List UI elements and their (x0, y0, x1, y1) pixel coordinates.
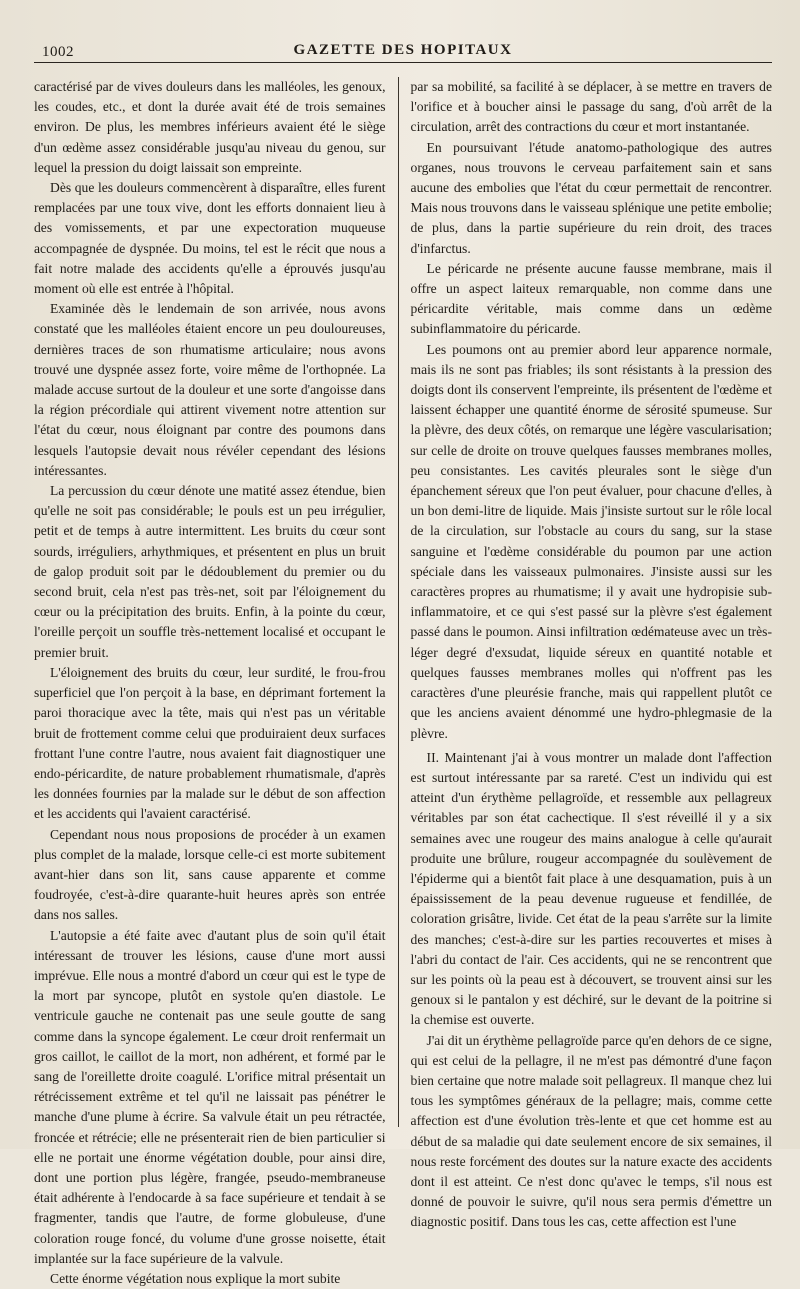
paragraph: Cette énorme végétation nous explique la mort subite (50, 1270, 341, 1286)
left-column (34, 77, 396, 1286)
paragraph: par sa mobilité, sa facilité à se déplacer, à se mettre en travers de l'orifice et à boucher ainsi le passage du sang, d'où arrêt de la circulation, arrêt des contractions du cœur et mort instantanée. (410, 79, 772, 135)
paragraph: L'éloignement des bruits du cœur, leur surdité, le frou-frou superficiel que l'on perçoit à la base, en déprimant fortement la paroi thoracique avec la tête, mais qui n'est pas un véritable bruit de frottement comme celui que produiraient deux surfaces frottant l'une contre l'autre, nous avaient fait diagnostiquer une endo-péricardite, de nature probablement rhumatismale, d'après les données fournies par la malade sur le début de son affection et les accidents qui l'avaient caractérisé. (34, 664, 386, 822)
paragraph: Examinée dès le lendemain de son arrivée, nous avons constaté que les malléoles étaient encore un peu douloureuses, dernières traces de son rhumatisme articulaire; nous avons trouvé une dyspnée assez forte, voire même de l'orthopnée. La malade accuse surtout de la douleur et une sorte d'angoisse dans la région précordiale qui attirent vivement notre attention sur l'état du cœur, nous éloignant par contre des poumons dans lesquels l'autopsie devait nous révéler cependant des lésions intéressantes. (34, 301, 386, 478)
paragraph: Les poumons ont au premier abord leur apparence normale, mais ils ne sont pas friables; ils sont résistants à la pression des doigts dont ils conservent l'empreinte, ils présentent de l'œdème et laissent échapper une quantité énorme de sérosité spumeuse. Sur la plèvre, des deux côtés, on remarque une légère vascularisation; sur celle de droite on trouve quelques fausses membranes molles, peu consistantes. Les cavités pleurales sont le siège d'un épanchement séreux que l'on peut évaluer, pour chacune d'elles, à un bon demi-litre de liquide. Mais j'insiste surtout sur le rôle local de la circulation, sur l'obstacle au cours du sang, sur la stase sanguine et l'œdème considérable du poumon par une action spéciale dans les vaisseaux pulmonaires. J'insiste aussi sur les caractères propres au rhumatisme; il y avait une hydropisie sub-inflammatoire, et ce qui s'est passé sur la plèvre s'est également passé dans le poumon. Ainsi infiltration œdémateuse avec un très-léger degré d'exsudat, liquide séreux en quantité notable et quelques fausses membranes molles qui n'offrent pas les caractères d'une pleurésie franche, mais qui rappellent plutôt ce que les anciens avaient dénommé une hydro-phlegmasie de la plèvre. (410, 341, 772, 741)
paragraph: Dès que les douleurs commencèrent à disparaître, elles furent remplacées par une toux vive, dont les efforts donnaient lieu à des vomissements, et par une expectoration muqueuse accompagnée de dyspnée. Du moins, tel est le récit que nous a fait notre malade des accidents qu'elle a éprouvés jusqu'au moment où elle est entrée à l'hôpital. (34, 180, 386, 297)
page-header (34, 36, 772, 63)
paragraph-section-two: II. Maintenant j'ai à vous montrer un malade dont l'affection est surtout intéressante par sa rareté. C'est un individu qui est atteint d'un érythème pellagroïde, et ressemble aux pellagreux véritables par son état cachectique. Il s'est réveillé il y a six semaines avec une rougeur des mains analogue à celle qu'aurait produite une brûlure, rougeur accompagnée du soulèvement de l'épiderme qui a bientôt fait place à une desquamation, puis à un épaississement de la peau devenue rugueuse et fendillée, de coloration grisâtre, livide. Cet état de la peau s'arrête sur la limite des manches; c'est-à-dire sur les parties recouvertes et mises à l'abri du contact de l'air. Ces accidents, qui ne se rencontrent que sur les points où la peau est à découvert, se trouvent ainsi sur les genoux si le pantalon y est déchiré, sur le devant de la poitrine si la chemise est ouverte. (410, 749, 772, 1028)
paragraph: La percussion du cœur dénote une matité assez étendue, bien qu'elle ne soit pas considérable; le pouls est un peu irrégulier, petit et de temps à autre intermittent. Les bruits du cœur sont sourds, irréguliers, arhythmiques, et présentent en plus un bruit de galop produit soit par le dédoublement du premier ou du second bruit, cela n'est pas très-net, soit par l'éloignement du cœur ou la précipitation des bruits. Enfin, à la pointe du cœur, l'oreille perçoit un souffle très-nettement localisé et occupant le premier bruit. (34, 483, 386, 660)
column-divider (398, 77, 399, 1127)
two-column-body (34, 77, 772, 1286)
paragraph: En poursuivant l'étude anatomo-pathologique des autres organes, nous trouvons le cerveau parfaitement sain et sans aucune des embolies que l'état du cœur permettait de rencontrer. Mais nous trouvons dans le vaisseau splénique une petite embolie; de plus, dans la partie supérieure du rein droit, des traces d'infarctus. (410, 139, 772, 256)
paragraph: Cependant nous nous proposions de procéder à un examen plus complet de la malade, lorsque celle-ci est morte subitement avant-hier dans son lit, sans cause apparente et comme foudroyée, c'est-à-dire quarante-huit heures après son entrée dans nos salles. (34, 826, 386, 923)
paragraph: Le péricarde ne présente aucune fausse membrane, mais il offre un aspect laiteux remarquable, non comme dans une péricardite véritable, mais comme dans un œdème subinflammatoire du péricarde. (410, 260, 772, 337)
paragraph: L'autopsie a été faite avec d'autant plus de soin qu'il était intéressant de trouver les lésions, cause d'une mort aussi imprévue. Elle nous a montré d'abord un cœur qui est le type de la mort par syncope, plutôt en systole qu'en diastole. Le ventricule gauche ne contenait pas une seule goutte de sang comme dans la syncope également. Le cœur droit renfermait un gros caillot, le caillot de la mort, non adhérent, et formé par le sang de l'oreillette droite coagulé. L'orifice mitral présentait un rétrécissement extrême et tel qu'il ne laissait pas pénétrer le manche d'une plume à écrire. Sa valvule était un peu rétractée, froncée et rétrécie; elle ne présenterait rien de bien particulier si elle ne portait une énorme végétation double, pour ainsi dire, dont une portion plus légère, frangée, pseudo-membraneuse était adhérente à l'endocarde à sa face supérieure et tendait à se fragmenter, tandis que l'autre, de forme globuleuse, d'une coloration rouge foncé, du volume d'une grosse noisette, était implantée sur la face supérieure de la valvule. (34, 927, 386, 1266)
paragraph: caractérisé par de vives douleurs dans les malléoles, les genoux, les coudes, etc., et dont la durée avait été de trois semaines environ. De plus, les membres inférieurs avaient été le siège d'un œdème assez considérable jusqu'au niveau du genou, sur lequel la pression du doigt laissait son empreinte. (34, 79, 386, 175)
page-number: 1002 (42, 44, 74, 60)
journal-title: GAZETTE DES HOPITAUX (293, 42, 513, 58)
right-column (410, 77, 772, 1230)
paragraph: J'ai dit un érythème pellagroïde parce qu'en dehors de ce signe, qui est celui de la pellagre, il ne m'est pas démontré d'une façon bien certaine que notre malade soit pellagreux. Il manque chez lui tous les symptômes généraux de la pellagre; mais, comme cette affection est d'une évolution très-lente et que cet homme est au début de sa maladie qui date seulement encore de six semaines, il nous reste forcément des doutes sur la nature exacte des accidents dont il est atteint. Ce n'est donc qu'avec le temps, s'il nous est donné de pouvoir le suivre, qu'il nous sera permis d'émettre un diagnostic positif. Dans tous les cas, cette affection est l'une (410, 1032, 772, 1230)
